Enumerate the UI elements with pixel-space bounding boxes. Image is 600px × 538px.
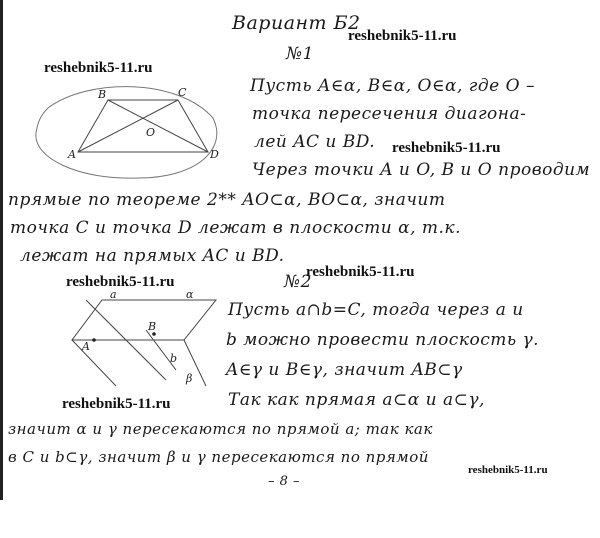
- watermark: reshebnik5-11.ru: [62, 396, 171, 412]
- watermark: reshebnik5-11.ru: [392, 140, 501, 156]
- watermark: reshebnik5-11.ru: [44, 60, 153, 76]
- fig2-label-b-line: b: [170, 352, 178, 365]
- watermark: reshebnik5-11.ru: [468, 464, 548, 476]
- solution-2-line-3: A∈γ и B∈γ, значит AB⊂γ: [226, 360, 463, 380]
- problem-2-number: №2: [284, 272, 312, 292]
- page-edge: [0, 0, 3, 500]
- fig1-label-o: O: [146, 126, 156, 139]
- solution-1-line-1: Пусть A∈α, B∈α, O∈α, где O –: [250, 76, 535, 96]
- solution-1-line-3: лей AC и BD.: [254, 132, 376, 152]
- fig2-label-alpha: α: [186, 290, 194, 301]
- problem-1-number: №1: [286, 44, 314, 64]
- fig2-label-a-point: A: [82, 340, 90, 353]
- fig1-label-b: B: [98, 88, 107, 101]
- fig2-label-b-point: B: [148, 320, 157, 333]
- watermark: reshebnik5-11.ru: [306, 264, 415, 280]
- solution-1-line-2: точка пересечения диагона-: [252, 104, 527, 124]
- watermark: reshebnik5-11.ru: [348, 28, 457, 44]
- solution-1-line-6: точка C и точка D лежат в плоскости α, т.к.: [10, 218, 461, 238]
- solution-1-line-4: Через точки A и O, B и O проводим: [252, 160, 591, 180]
- figure-1-plane: [28, 78, 228, 188]
- solution-2-line-4: Так как прямая a⊂α и a⊂γ,: [228, 390, 485, 410]
- solution-2-line-6: в C и b⊂γ, значит β и γ пересекаются по прямой: [8, 448, 429, 466]
- fig2-label-beta: β: [186, 372, 193, 385]
- fig1-label-d: D: [210, 148, 219, 161]
- solution-2-line-1: Пусть a∩b=C, тогда через a и: [228, 300, 524, 320]
- solution-1-line-7: лежат на прямых AC и BD.: [20, 246, 285, 266]
- solution-1-line-5: прямые по теореме 2** AO⊂α, BO⊂α, значит: [8, 190, 446, 210]
- fig2-label-a-line: a: [110, 290, 117, 301]
- page-number: – 8 –: [268, 474, 301, 489]
- watermark: reshebnik5-11.ru: [66, 274, 175, 290]
- solution-2-line-5: значит α и γ пересекаются по прямой a; так как: [8, 420, 433, 438]
- variant-title: Вариант Б2: [232, 12, 361, 34]
- fig1-label-a: A: [68, 148, 76, 161]
- fig1-label-c: C: [178, 86, 187, 99]
- figure-2-planes: [66, 290, 236, 400]
- solution-2-line-2: b можно провести плоскость γ.: [226, 330, 540, 350]
